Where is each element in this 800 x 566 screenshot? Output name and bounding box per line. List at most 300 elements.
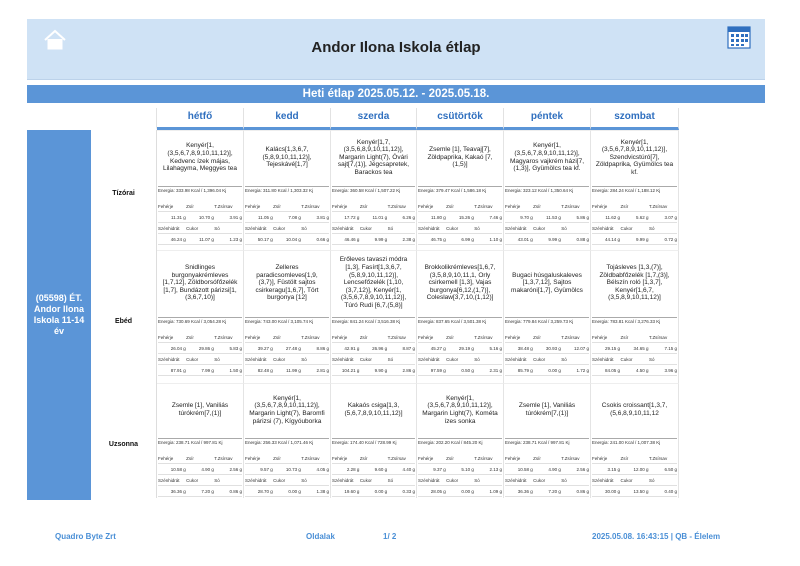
sat-fat-value: 2.56 g <box>229 466 242 472</box>
nutrition-table <box>245 201 329 245</box>
nutrient-label: Zsír <box>186 203 194 209</box>
sat-fat-value: 8.87 g <box>402 345 415 351</box>
salt-value: 0.33 g <box>402 488 415 494</box>
nutrient-label: Szénhidrát <box>158 356 180 362</box>
sat-fat-value: 4.05 g <box>316 466 329 472</box>
nutrient-value-row <box>332 464 415 475</box>
nutrient-label: Zsír <box>273 203 281 209</box>
nutrient-label: Só <box>387 477 394 483</box>
sat-fat-value: 6.50 g <box>664 466 677 472</box>
carb-value: 87.91 g <box>170 367 186 373</box>
salt-value: 0.86 g <box>576 488 589 494</box>
menu-cell <box>331 130 417 250</box>
nutrient-label-row <box>505 332 589 343</box>
meal-label: Tízórai <box>91 130 157 250</box>
fat-value: 29.86 g <box>198 345 214 351</box>
food-items: Kalács[1,3,6,7,(5,8,9,10,11,12)], Tejeskávé[1,7] <box>262 146 312 169</box>
nutrient-label: Szénhidrát <box>592 225 614 231</box>
energy-value: Energia: 841.24 Kcal / 3,516.38 Kj <box>332 317 415 325</box>
carb-value: 97.59 g <box>430 367 446 373</box>
nutrient-label: Fehérje <box>332 203 348 209</box>
sugar-value: 9.99 g <box>374 236 388 242</box>
menu-cell <box>244 130 331 250</box>
menu-cell <box>591 250 679 383</box>
nutrient-label-row <box>505 453 589 464</box>
nutrient-label: Zsír <box>273 334 281 340</box>
fat-value: 15.26 g <box>458 214 474 220</box>
fat-value: 5.62 g <box>636 214 649 220</box>
nutrition-table <box>505 332 589 376</box>
food-items: Csokis croissant[1,3,7,(5,6,8,9,10,11,12 <box>601 402 668 417</box>
protein-value: 3.15 g <box>607 466 621 472</box>
protein-value: 39.27 g <box>257 345 273 351</box>
nutrient-label: T.Zsírsav <box>301 455 320 461</box>
nutrition-table <box>158 453 242 497</box>
nutrient-label: T.Zsírsav <box>474 203 493 209</box>
nutrient-label: Fehérje <box>332 455 348 461</box>
nutrient-label: Zsír <box>359 455 368 461</box>
nutrient-label: Szénhidrát <box>245 225 267 231</box>
nutrient-label-row <box>332 201 415 212</box>
nutrient-label: Zsír <box>186 455 194 461</box>
salt-value: 1.50 g <box>229 367 242 373</box>
energy-value: Energia: 779.84 Kcal / 3,259.73 Kj <box>505 317 589 325</box>
nutrition-table <box>332 201 415 245</box>
energy-value: Energia: 241.00 Kcal / 1,007.38 Kj <box>592 438 677 446</box>
nutrition-table <box>592 201 677 245</box>
nutrient-label: Só <box>214 356 220 362</box>
nutrient-label-row <box>245 453 329 464</box>
carb-value: 28.70 g <box>257 488 273 494</box>
fat-value: 4.90 g <box>201 466 214 472</box>
protein-value: 45.27 g <box>430 345 446 351</box>
nutrient-label-row <box>332 453 415 464</box>
nutrient-label: Cukor <box>620 477 633 483</box>
nutrient-label: T.Zsírsav <box>387 203 406 209</box>
nutrient-value-row <box>592 343 677 354</box>
energy-value: Energia: 783.81 Kcal / 3,276.33 Kj <box>592 317 677 325</box>
nutrient-label: Cukor <box>620 356 633 362</box>
nutrient-label: T.Zsírsav <box>561 203 580 209</box>
meal-label: Uzsonna <box>91 383 157 498</box>
salt-value: 0.40 g <box>664 488 677 494</box>
fat-value: 10.70 g <box>198 214 214 220</box>
menu-cell <box>417 130 504 250</box>
protein-value: 10.58 g <box>170 466 186 472</box>
nutrient-label: Cukor <box>446 356 459 362</box>
nutrient-label: Zsír <box>446 455 454 461</box>
nutrient-label: Só <box>387 225 394 231</box>
menu-cell <box>157 250 244 383</box>
sugar-value: 0.00 g <box>288 488 301 494</box>
nutrient-label: Cukor <box>186 356 199 362</box>
nutrition-table <box>418 332 502 376</box>
food-items: Zsemle [1], Vaniliás túrókrém[7,(1)] <box>171 402 229 417</box>
sugar-value: 9.99 g <box>548 236 561 242</box>
nutrient-label: Fehérje <box>245 334 261 340</box>
menu-cell <box>244 383 331 498</box>
food-items: Zsemle [1], Vaniliás túrókrém[7,(1)] <box>518 402 576 417</box>
nutrient-label-row <box>592 223 677 234</box>
nutrient-value-row <box>158 212 242 223</box>
nutrient-value-row <box>418 486 502 497</box>
nutrient-label: Szénhidrát <box>505 356 527 362</box>
nutrient-label-row <box>592 201 677 212</box>
energy-value: Energia: 360.58 Kcal / 1,507.22 Kj <box>332 186 415 194</box>
nutrient-label: Cukor <box>533 225 546 231</box>
carb-value: 84.05 g <box>605 367 621 373</box>
nutrient-label: Cukor <box>186 225 199 231</box>
nutrition-table <box>418 453 502 497</box>
nutrient-label-row <box>158 332 242 343</box>
nutrient-label: Szénhidrát <box>245 356 267 362</box>
sat-fat-value: 2.13 g <box>489 466 502 472</box>
nutrient-value-row <box>418 212 502 223</box>
nutrient-label: Só <box>387 356 394 362</box>
food-items: Bugaci húsgaluskaleves [1,3,7,12], Sajtos makaróni[1,7], Gyümölcs <box>511 271 583 294</box>
salt-value: 3.96 g <box>664 367 677 373</box>
sugar-value: 6.99 g <box>461 236 474 242</box>
nutrient-value-row <box>332 365 415 376</box>
fat-value: 11.53 g <box>546 214 561 220</box>
nutrient-label: T.Zsírsav <box>648 334 668 340</box>
menu-cell <box>157 130 244 250</box>
nutrient-label: Cukor <box>359 477 372 483</box>
sugar-value: 0.00 g <box>374 488 388 494</box>
nutrient-label: Cukor <box>446 225 459 231</box>
nutrient-label: T.Zsírsav <box>301 203 320 209</box>
protein-value: 2.28 g <box>346 466 360 472</box>
nutrient-label: Fehérje <box>505 203 521 209</box>
nutrient-label: Só <box>648 225 655 231</box>
nutrient-label: Cukor <box>533 356 546 362</box>
energy-value: Energia: 256.33 Kcal / 1,071.46 Kj <box>245 438 329 446</box>
nutrient-label: Só <box>214 225 220 231</box>
food-items: Kenyér[1,(3,5,6,7,8,9,10,11,12)], Margarin Light(7), Kométa ízes sonka <box>422 394 498 425</box>
nutrient-label-row <box>592 475 677 486</box>
header <box>27 19 765 80</box>
nutrient-label-row <box>418 332 502 343</box>
salt-value: 1.72 g <box>576 367 589 373</box>
nutrition-table <box>158 332 242 376</box>
nutrient-label: T.Zsírsav <box>561 455 580 461</box>
sat-fat-value: 5.86 g <box>576 214 589 220</box>
footer <box>0 532 800 546</box>
nutrient-label: Só <box>648 477 655 483</box>
nutrient-label-row <box>332 354 415 365</box>
nutrient-label: Szénhidrát <box>592 356 614 362</box>
nutrient-label: Só <box>301 225 307 231</box>
protein-value: 11.31 g <box>171 214 186 220</box>
fat-value: 12.00 g <box>633 466 649 472</box>
day-header: csütörtök <box>417 108 504 130</box>
fat-value: 34.65 g <box>633 345 649 351</box>
menu-cell <box>591 130 679 250</box>
nutrient-label: Zsír <box>359 334 368 340</box>
salt-value: 1.38 g <box>316 488 329 494</box>
carb-value: 104.21 g <box>341 367 360 373</box>
food-items: Kenyér[1,(3,5,6,7,8,9,10,11,12)], Kedvenc ízek májas, Lilahagyma, Meggyes tea <box>162 142 238 173</box>
food-items: Tojásleves [1,3,(7)], Zöldbabfőzelék [1,7,(3)], Bélszín roló [1,3,7], Kenyér[1,6,7,(3,5,8,9,10,11,12)] <box>599 264 670 302</box>
sugar-value: 4.50 g <box>636 367 649 373</box>
nutrient-label-row <box>505 201 589 212</box>
nutrient-label-row <box>158 354 242 365</box>
fat-value: 4.90 g <box>548 466 561 472</box>
nutrient-value-row <box>245 343 329 354</box>
nutrient-label-row <box>245 201 329 212</box>
carb-value: 46.24 g <box>170 236 186 242</box>
salt-value: 1.09 g <box>489 488 502 494</box>
energy-value: Energia: 284.24 Kcal / 1,188.12 Kj <box>592 186 677 194</box>
nutrient-label: Zsír <box>620 203 629 209</box>
nutrient-value-row <box>245 365 329 376</box>
nutrition-table <box>158 201 242 245</box>
food-items: Zsemle [1], Teavaj[7], Zöldpaprika, Kakaó [7,(1,5)] <box>427 146 493 169</box>
nutrient-label-row <box>332 332 415 343</box>
carb-value: 36.36 g <box>170 488 186 494</box>
carb-value: 30.00 g <box>605 488 621 494</box>
nutrient-label: Só <box>474 225 480 231</box>
menu-cell <box>157 383 244 498</box>
sugar-value: 10.04 g <box>285 236 301 242</box>
fat-value: 30.93 g <box>545 345 561 351</box>
food-items: Kakaós csiga[1,3,(5,6,7,8,9,10,11,12)] <box>344 402 403 417</box>
protein-value: 9.57 g <box>260 466 273 472</box>
nutrient-value-row <box>592 234 677 245</box>
carb-value: 50.17 g <box>257 236 273 242</box>
nutrient-label: Só <box>561 477 567 483</box>
nutrient-label-row <box>505 223 589 234</box>
nutrient-label: Zsír <box>273 455 281 461</box>
nutrient-label-row <box>245 354 329 365</box>
nutrient-label: T.Zsírsav <box>214 334 233 340</box>
nutrient-label: Só <box>474 356 480 362</box>
food-items: Zelleres paradicsomleves[1,9,(3,7)], Füstölt sajtos csirkeragu[1,6,7], Tört burgonya [12] <box>255 264 319 302</box>
nutrient-label: Zsír <box>620 334 629 340</box>
nutrient-label: Szénhidrát <box>418 225 440 231</box>
protein-value: 9.70 g <box>520 214 533 220</box>
nutrition-table <box>245 453 329 497</box>
nutrient-label: Szénhidrát <box>505 477 527 483</box>
nutrient-label: Zsír <box>359 203 368 209</box>
nutrient-value-row <box>158 486 242 497</box>
day-headers <box>27 108 765 130</box>
nutrition-table <box>332 332 415 376</box>
corner-cell <box>27 108 157 130</box>
nutrient-label: Fehérje <box>592 455 608 461</box>
page-title: Andor Ilona Iskola étlap <box>311 39 481 56</box>
nutrient-label-row <box>245 332 329 343</box>
protein-value: 9.37 g <box>433 466 446 472</box>
sugar-value: 0.00 g <box>461 488 474 494</box>
nutrient-label: T.Zsírsav <box>561 334 580 340</box>
day-header: szombat <box>591 108 679 130</box>
nutrient-label: Fehérje <box>418 455 434 461</box>
day-header: szerda <box>331 108 417 130</box>
food-items: Kenyér[1,(3,5,6,7,8,9,10,11,12)], Margarin Light(7), Baromfi párizsi (7), Kígyóuborka <box>249 394 325 425</box>
carb-value: 85.79 g <box>517 367 533 373</box>
carb-value: 19.60 g <box>344 488 360 494</box>
fat-value: 10.73 g <box>285 466 301 472</box>
nutrient-value-row <box>592 365 677 376</box>
nutrient-label-row <box>592 354 677 365</box>
nutrient-label: Só <box>301 477 307 483</box>
protein-value: 38.48 g <box>517 345 533 351</box>
nutrient-label: Cukor <box>186 477 199 483</box>
sat-fat-value: 2.56 g <box>576 466 589 472</box>
nutrition-table <box>505 453 589 497</box>
sat-fat-value: 7.15 g <box>664 345 677 351</box>
menu-cell <box>591 383 679 498</box>
sat-fat-value: 6.26 g <box>402 214 415 220</box>
fat-value: 5.10 g <box>461 466 474 472</box>
nutrient-value-row <box>332 343 415 354</box>
pages-label: Oldalak <box>306 532 335 541</box>
nutrient-value-row <box>158 365 242 376</box>
salt-value: 0.72 g <box>664 236 677 242</box>
nutrition-table <box>592 453 677 497</box>
nutrient-label: Zsír <box>186 334 194 340</box>
nutrient-label: Fehérje <box>158 455 174 461</box>
fat-value: 29.19 g <box>458 345 474 351</box>
nutrient-label-row <box>505 354 589 365</box>
sugar-value: 11.99 g <box>286 367 301 373</box>
nutrient-value-row <box>592 212 677 223</box>
calendar-icon[interactable] <box>727 25 751 49</box>
energy-value: Energia: 202.20 Kcal / 845.20 Kj <box>418 438 502 446</box>
nutrient-value-row <box>505 486 589 497</box>
nutrient-label-row <box>418 453 502 464</box>
salt-value: 2.86 g <box>402 367 415 373</box>
menu-cell <box>331 250 417 383</box>
sat-fat-value: 3.07 g <box>664 214 677 220</box>
nutrient-label-row <box>245 223 329 234</box>
nutrient-label: Cukor <box>446 477 459 483</box>
institution-label: (05598) ÉT. Andor Ilona Iskola 11-14 év <box>27 130 91 500</box>
nutrient-label: Cukor <box>533 477 546 483</box>
nutrient-value-row <box>418 365 502 376</box>
nutrient-label: Só <box>648 356 655 362</box>
nutrition-table <box>245 332 329 376</box>
energy-value: Energia: 323.12 Kcal / 1,350.64 Kj <box>505 186 589 194</box>
protein-value: 11.80 g <box>431 214 446 220</box>
nutrient-label-row <box>592 453 677 464</box>
nutrient-value-row <box>418 464 502 475</box>
nutrient-value-row <box>505 234 589 245</box>
nutrient-label: Fehérje <box>418 203 434 209</box>
nutrient-label: Zsír <box>533 334 541 340</box>
page-count: 1/ 2 <box>383 532 397 541</box>
protein-value: 11.05 g <box>258 214 273 220</box>
nutrient-label: Szénhidrát <box>505 225 527 231</box>
food-items: Snidlinges burgonyakrémleves [1,7,12], Zöldborsófőzelék [1,7], Bundázott párizsi[1,(3,6,7,10)] <box>162 264 238 302</box>
fat-value: 9.60 g <box>374 466 388 472</box>
energy-value: Energia: 311.80 Kcal / 1,303.32 Kj <box>245 186 329 194</box>
nutrient-label: Fehérje <box>592 334 608 340</box>
sat-fat-value: 3.91 g <box>229 214 242 220</box>
nutrient-label-row <box>418 223 502 234</box>
nutrient-label: Zsír <box>533 203 541 209</box>
nutrient-value-row <box>332 486 415 497</box>
nutrient-label: T.Zsírsav <box>214 455 233 461</box>
nutrient-label: Zsír <box>620 455 629 461</box>
nutrient-label: Szénhidrát <box>332 477 354 483</box>
nutrient-label: Só <box>561 225 567 231</box>
nutrient-label: Só <box>474 477 480 483</box>
energy-value: Energia: 333.98 Kcal / 1,396.04 Kj <box>158 186 242 194</box>
nutrient-label: T.Zsírsav <box>387 334 406 340</box>
nutrient-label: Fehérje <box>505 334 521 340</box>
menu-cell <box>331 383 417 498</box>
nutrient-label: T.Zsírsav <box>474 455 493 461</box>
energy-value: Energia: 743.00 Kcal / 3,105.74 Kj <box>245 317 329 325</box>
nutrient-label: T.Zsírsav <box>387 455 406 461</box>
fat-value: 27.48 g <box>285 345 301 351</box>
nutrient-label: Szénhidrát <box>418 477 440 483</box>
nutrient-label: T.Zsírsav <box>474 334 493 340</box>
nutrient-label-row <box>158 223 242 234</box>
fat-value: 26.96 g <box>372 345 388 351</box>
nutrient-label: Zsír <box>533 455 541 461</box>
protein-value: 17.72 g <box>344 214 360 220</box>
nutrient-label: Zsír <box>446 203 454 209</box>
nutrient-label-row <box>418 354 502 365</box>
day-header: kedd <box>244 108 331 130</box>
salt-value: 2.31 g <box>489 367 502 373</box>
food-items: Kenyér[1,(3,5,6,7,8,9,10,11,12)], Szendvicstúró[7], Zöldpaprika, Gyümölcs tea kf. <box>595 138 674 176</box>
sat-fat-value: 4.40 g <box>402 466 415 472</box>
nutrition-table <box>418 201 502 245</box>
nutrient-label: Só <box>561 356 567 362</box>
nutrient-label: Szénhidrát <box>158 477 180 483</box>
sat-fat-value: 5.16 g <box>489 345 502 351</box>
sat-fat-value: 8.86 g <box>316 345 329 351</box>
protein-value: 11.62 g <box>605 214 621 220</box>
salt-value: 1.10 g <box>489 236 502 242</box>
nutrient-label: T.Zsírsav <box>214 203 233 209</box>
menu-cell <box>504 250 591 383</box>
day-header: péntek <box>504 108 591 130</box>
energy-value: Energia: 238.71 Kcal / 997.81 Kj <box>158 438 242 446</box>
nutrient-label-row <box>332 223 415 234</box>
energy-value: Energia: 379.47 Kcal / 1,586.18 Kj <box>418 186 502 194</box>
energy-value: Energia: 730.69 Kcal / 3,054.28 Kj <box>158 317 242 325</box>
sugar-value: 7.20 g <box>548 488 561 494</box>
nutrient-value-row <box>158 343 242 354</box>
nutrient-label-row <box>158 201 242 212</box>
carb-value: 46.46 g <box>344 236 360 242</box>
sugar-value: 11.07 g <box>199 236 214 242</box>
nutrient-label: Fehérje <box>158 203 174 209</box>
salt-value: 2.81 g <box>316 367 329 373</box>
energy-value: Energia: 174.40 Kcal / 728.99 Kj <box>332 438 415 446</box>
sugar-value: 0.00 g <box>548 367 561 373</box>
nutrient-label-row <box>158 453 242 464</box>
carb-value: 44.14 g <box>605 236 621 242</box>
food-items: Kenyér[1,7,(3,5,6,8,9,10,11,12)], Margarin Light(7), Óvári sajt[7,(1)], Jégcsapretek, Barackos tea <box>337 138 410 176</box>
nutrient-label: Fehérje <box>592 203 608 209</box>
food-items: Kenyér[1,(3,5,6,7,8,9,10,11,12)], Magyaros vajkrém házi[7,(1,3)], Gyümölcs tea kf. <box>509 142 585 173</box>
nutrient-value-row <box>418 234 502 245</box>
nutrient-label-row <box>332 475 415 486</box>
food-items: Brokkolikrémleves[1,6,7,(3,5,8,9,10,11,1, Orly csirkemell [1,3], Vajas burgonya[6,12,(1,7)], Coleslaw[3,7,10,(1,12)] <box>424 264 496 302</box>
sat-fat-value: 5.83 g <box>229 345 242 351</box>
nutrient-label: Szénhidrát <box>158 225 180 231</box>
nutrient-value-row <box>505 212 589 223</box>
nutrient-label: Szénhidrát <box>332 225 354 231</box>
protein-value: 10.58 g <box>517 466 533 472</box>
nutrient-value-row <box>505 464 589 475</box>
